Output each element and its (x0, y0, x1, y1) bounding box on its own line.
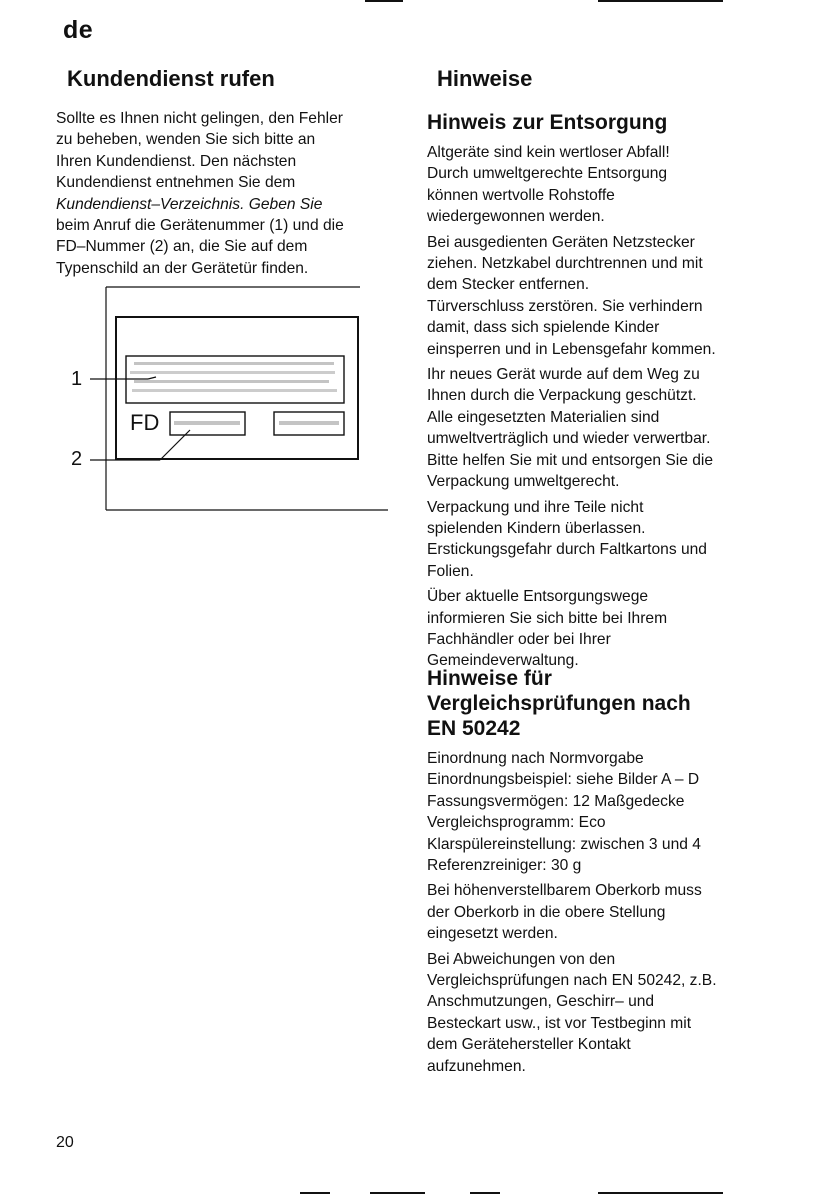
disposal-paragraph (427, 497, 772, 583)
text-line: Kundendienst entnehmen Sie dem (56, 174, 296, 192)
disposal-paragraph (427, 364, 772, 492)
text-line: können wertvolle Rohstoffe (427, 186, 615, 204)
text-line: Verpackung umweltgerecht. (427, 473, 620, 491)
text-line: Ihr neues Gerät wurde auf dem Weg zu (427, 366, 700, 384)
heading-line: Hinweise für (427, 667, 552, 690)
text-line: damit, dass sich spielende Kinder (427, 319, 660, 337)
disposal-paragraph (427, 586, 772, 672)
text-line: ziehen. Netzkabel durchtrennen und mit (427, 255, 703, 273)
text-line: dem Stecker entfernen. (427, 276, 590, 294)
text-line: Altgeräte sind kein wertloser Abfall! (427, 144, 670, 161)
disposal-paragraph (427, 232, 772, 360)
heading-line: EN 50242 (427, 717, 521, 740)
test-paragraph (427, 748, 777, 876)
notes-heading: Hinweise (437, 66, 533, 91)
figure-label-2: 2 (71, 448, 83, 470)
text-line: informieren Sie sich bitte bei Ihrem (427, 609, 668, 627)
text-line: Anschmutzungen, Geschirr– und (427, 993, 655, 1011)
disposal-heading: Hinweis zur Entsorgung (427, 111, 668, 134)
text-line: Folien. (427, 562, 474, 580)
text-line: Vergleichsprüfungen nach EN 50242, z.B. (427, 972, 717, 990)
text-line: Bei höhenverstellbarem Oberkorb muss (427, 882, 702, 900)
page-number: 20 (56, 1134, 74, 1151)
fd-label: FD (130, 410, 160, 435)
text-line: Durch umweltgerechte Entsorgung (427, 165, 668, 183)
text-line: Bitte helfen Sie mit und entsorgen Sie die (427, 451, 714, 469)
text-line: Ihren Kundendienst. Den nächsten (56, 152, 297, 170)
text-line: Ihnen durch die Verpackung geschützt. (427, 387, 697, 405)
text-line: Einordnungsbeispiel: siehe Bilder A – D (427, 771, 700, 789)
text-line: Kundendienst–Verzeichnis. Geben Sie (56, 195, 323, 213)
text-line: dem Gerätehersteller Kontakt (427, 1036, 631, 1054)
top-rule (365, 0, 403, 2)
text-line: Türverschluss zerstören. Sie verhindern (427, 297, 703, 315)
comparison-tests-section (427, 748, 777, 1081)
text-line: der Oberkorb in die obere Stellung (427, 903, 666, 921)
text-line: Vergleichsprogramm: Eco (427, 814, 606, 832)
text-line: Bei Abweichungen von den (427, 950, 616, 968)
text-line: Einordnung nach Normvorgabe (427, 750, 644, 767)
text-line: umweltverträglich und wieder verwertbar. (427, 430, 711, 448)
text-line: Referenzreiniger: 30 g (427, 857, 582, 875)
top-rule (598, 0, 723, 2)
heading-line: Vergleichsprüfungen nach (427, 692, 691, 715)
comparison-tests-heading (427, 666, 691, 741)
text-line: FD–Nummer (2) an, die Sie auf dem (56, 238, 308, 256)
rating-plate-figure (60, 282, 390, 514)
text-line: wiedergewonnen werden. (427, 208, 605, 226)
customer-service-heading: Kundendienst rufen (67, 66, 275, 91)
test-paragraph (427, 880, 777, 944)
text-line: Verpackung und ihre Teile nicht (427, 498, 644, 516)
customer-service-paragraph (56, 108, 391, 279)
disposal-section (427, 142, 772, 676)
text-line: zu beheben, wenden Sie sich bitte an (56, 131, 316, 149)
rating-plate-drawing (60, 282, 390, 514)
test-paragraph (427, 949, 777, 1077)
text-line: Fassungsvermögen: 12 Maßgedecke (427, 792, 685, 810)
text-line: Bei ausgedienten Geräten Netzstecker (427, 233, 695, 251)
text-line: Fachhändler oder bei Ihrer (427, 630, 611, 648)
figure-label-1: 1 (71, 368, 83, 390)
text-line: spielenden Kindern überlassen. (427, 519, 646, 537)
disposal-paragraph (427, 142, 772, 228)
text-line: Klarspülereinstellung: zwischen 3 und 4 (427, 835, 701, 853)
text-line: Sollte es Ihnen nicht gelingen, den Fehler (56, 110, 343, 127)
text-line: aufzunehmen. (427, 1057, 526, 1075)
language-code: de (63, 16, 94, 44)
text-line: Besteckart usw., ist vor Testbeginn mit (427, 1014, 692, 1032)
text-line: eingesetzt werden. (427, 925, 558, 943)
text-line: Über aktuelle Entsorgungswege (427, 588, 649, 606)
text-line: Typenschild an der Gerätetür finden. (56, 259, 309, 277)
text-line: Alle eingesetzten Materialien sind (427, 408, 660, 426)
text-line: Gemeindeverwaltung. (427, 652, 579, 670)
text-line: Erstickungsgefahr durch Faltkartons und (427, 541, 707, 559)
text-line: beim Anruf die Gerätenummer (1) und die (56, 217, 344, 235)
text-line: einsperren und in Lebensgefahr kommen. (427, 340, 716, 358)
